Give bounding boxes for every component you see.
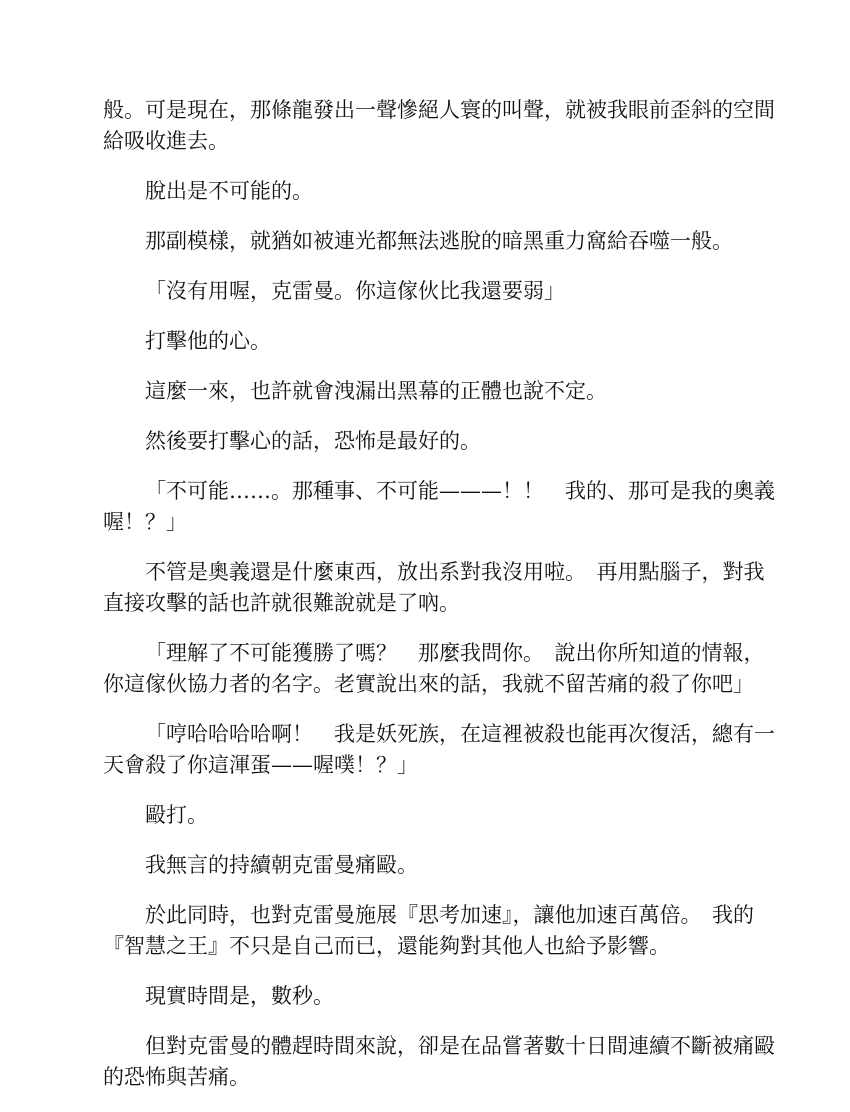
paragraph-8: 「不可能……。那種事、不可能———！！ 我的、那可是我的奧義喔！？」 xyxy=(103,479,775,534)
paragraph-12: 毆打。 xyxy=(145,803,208,827)
paragraph-16: 但對克雷曼的體趕時間來說，卻是在品嘗著數十日間連續不斷被痛毆的恐怖與苦痛。 xyxy=(103,1034,775,1089)
paragraph-7: 然後要打擊心的話，恐怖是最好的。 xyxy=(145,429,481,453)
body-text xyxy=(103,95,775,1112)
paragraph-13: 我無言的持續朝克雷曼痛毆。 xyxy=(145,853,418,877)
paragraph-4: 「沒有用喔，克雷曼。你這傢伙比我還要弱」 xyxy=(145,279,565,303)
paragraph-15: 現實時間是，數秒。 xyxy=(145,984,334,1008)
paragraph-5: 打擊他的心。 xyxy=(145,329,271,353)
paragraph-3: 那副模樣，就猶如被連光都無法逃脫的暗黑重力窩給吞噬一般。 xyxy=(145,229,733,253)
paragraph-14: 於此同時，也對克雷曼施展『思考加速』，讓他加速百萬倍。 我的『智慧之王』不只是自己而已，還能夠對其他人也給予影響。 xyxy=(103,903,754,958)
paragraph-1: 般。可是現在，那條龍發出一聲慘絕人寰的叫聲，就被我眼前歪斜的空間給吸收進去。 xyxy=(103,98,775,153)
paragraph-11: 「哼哈哈哈哈啊！ 我是妖死族，在這裡被殺也能再次復活，總有一天會殺了你這渾蛋——喔噗！？」 xyxy=(103,722,775,777)
paragraph-2: 脫出是不可能的。 xyxy=(145,179,313,203)
paragraph-6: 這麼一來，也許就會洩漏出黑幕的正體也說不定。 xyxy=(145,379,607,403)
paragraph-10: 「理解了不可能獲勝了嗎？ 那麼我問你。 說出你所知道的情報，你這傢伙協力者的名字。老實說出來的話，我就不留苦痛的殺了你吧」 xyxy=(103,641,765,696)
paragraph-9: 不管是奧義還是什麼東西，放出系對我沒用啦。 再用點腦子，對我直接攻擊的話也許就很難說就是了吶。 xyxy=(103,560,765,615)
